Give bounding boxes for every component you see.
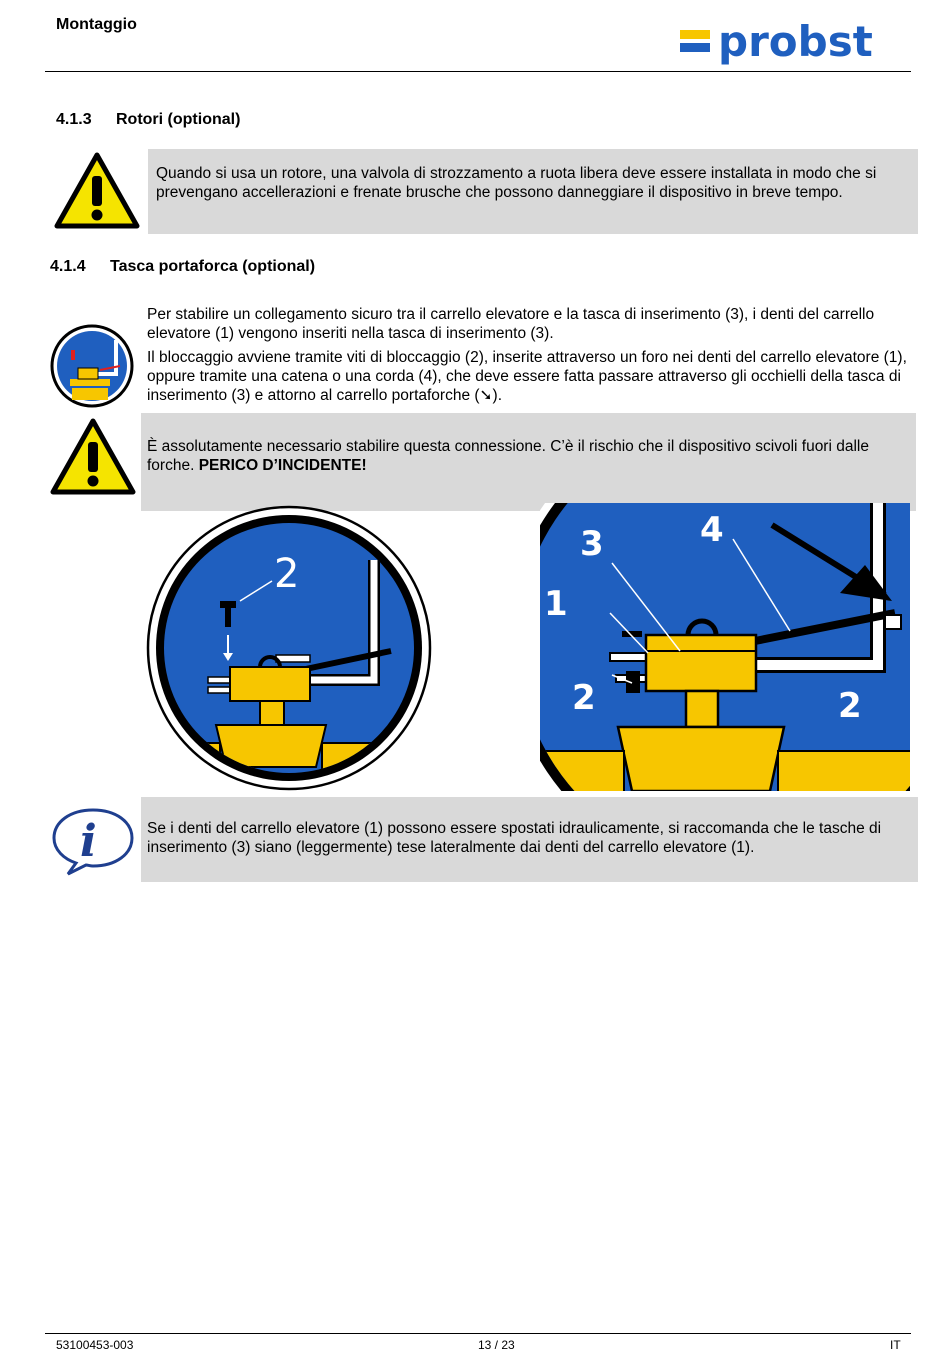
rotor-warning-text: Quando si usa un rotore, una valvola di strozzamento a ruota libera deve essere installata in modo che si prevengano accellerazioni e frenate brusche che possono danneggiare il dispositivo in breve tempo.	[156, 165, 877, 201]
fork-pocket-diagram-large	[540, 503, 910, 791]
probst-logo	[678, 20, 904, 68]
info-note	[141, 797, 918, 882]
connection-warning-text: È assolutamente necessario stabilire questa connessione. C’è il rischio che il dispositivo scivoli fuori dalle forche.	[147, 438, 869, 474]
label-4-chain: 4	[700, 510, 724, 550]
fork-pocket-paragraph-2-end: ).	[492, 387, 503, 404]
fork-pocket-paragraph-2-text: Il bloccaggio avviene tramite viti di bloccaggio (2), inserite attraverso un foro nei denti del carrello elevatore (1), oppure tramite una catena o una corda (4), che deve essere fatta passare attraverso gli occhielli della tasca di inserimento (3) e attorno al carrello portaforche (	[147, 349, 907, 404]
fork-pocket-sign-icon	[50, 324, 134, 408]
label-2-screw: 2	[274, 551, 300, 597]
footer-divider	[45, 1333, 911, 1334]
section-413-title: Rotori (optional)	[116, 111, 241, 128]
label-3-pocket: 3	[580, 524, 604, 564]
info-text: Se i denti del carrello elevatore (1) possono essere spostati idraulicamente, si raccomanda che le tasche di inserimento (3) siano (leggermente) tese lateralmente dai denti del carrello elevatore (1).	[147, 820, 882, 856]
footer-language: IT	[890, 1338, 901, 1352]
figure-code: 29040222	[270, 516, 311, 525]
fork-pocket-paragraph-2	[147, 348, 907, 405]
section-414-number: 4.1.4	[50, 258, 86, 275]
fork-pocket-diagram-small	[146, 505, 432, 791]
section-413-number: 4.1.3	[56, 111, 92, 128]
info-icon	[50, 806, 136, 876]
header-divider	[45, 71, 911, 72]
arrow-symbol: ➘	[479, 387, 493, 404]
section-414-heading	[50, 258, 315, 276]
footer-page-number: 13 / 23	[478, 1338, 515, 1352]
label-2-screw-right: 2	[838, 686, 862, 726]
label-1-fork: 1	[544, 584, 568, 624]
logo-text: probst	[718, 20, 873, 66]
rotor-warning-note	[148, 149, 918, 234]
footer-doc-number: 53100453-003	[56, 1338, 134, 1352]
danger-warning-icon	[50, 418, 136, 496]
header-title: Montaggio	[56, 16, 137, 33]
section-414-title: Tasca portaforca (optional)	[110, 258, 316, 275]
accident-danger-text: PERICO D’INCIDENTE!	[198, 457, 367, 474]
section-413-heading	[56, 111, 240, 129]
connection-warning-note	[141, 413, 916, 511]
fork-pocket-paragraph-1: Per stabilire un collegamento sicuro tra il carrello elevatore e la tasca di inserimento (3), i denti del carrello elevatore (1) vengono inseriti nella tasca di inserimento (3).	[147, 306, 875, 342]
svg-text:i: i	[80, 816, 97, 867]
warning-icon	[54, 152, 140, 230]
label-2-screw-left: 2	[572, 678, 596, 718]
